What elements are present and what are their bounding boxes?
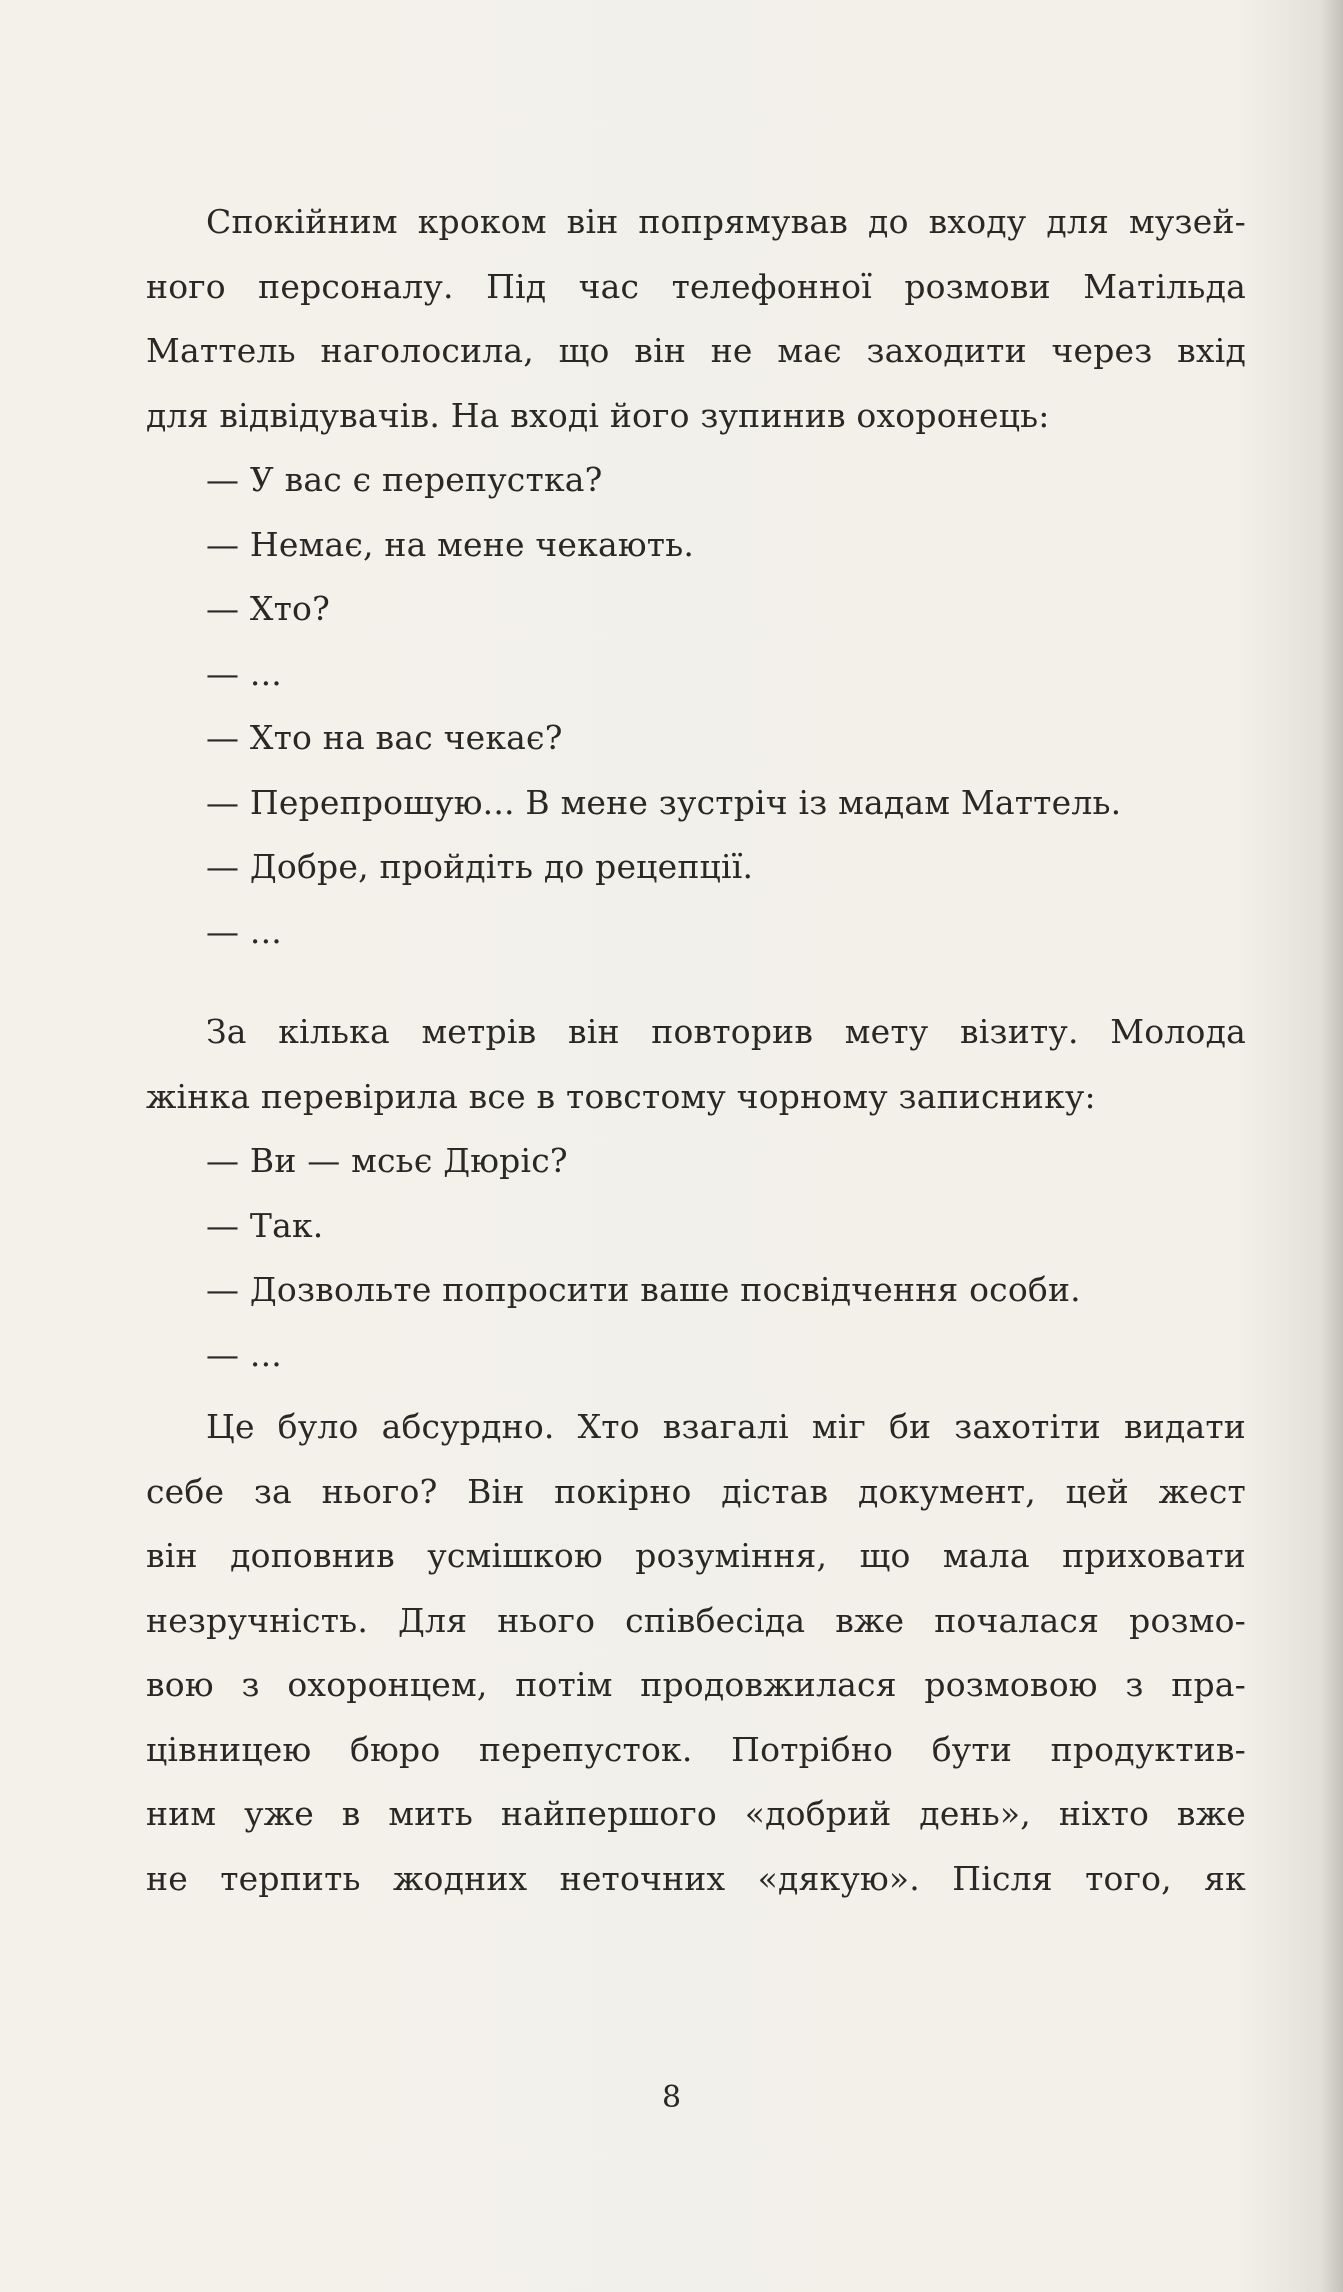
dialog-line: — Хто на вас чекає? xyxy=(206,718,563,757)
dialog-line: — Хто? xyxy=(206,589,330,628)
dialog-line: — У вас є перепустка? xyxy=(206,460,603,499)
paragraph-line: ного персоналу. Під час телефонної розмови Матільда xyxy=(146,266,1246,306)
dialog-line: — Дозвольте попросити ваше посвідчення особи. xyxy=(206,1270,1081,1309)
paragraph-line: Спокійним кроком він попрямував до входу для музей- xyxy=(206,202,1246,241)
paragraph-line: вою з охоронцем, потім продовжилася розмовою з пра- xyxy=(146,1665,1246,1704)
dialog-line: — Перепрошую... В мене зустріч із мадам Маттель. xyxy=(206,782,1122,822)
dialog-line: — Добре, пройдіть до рецепції. xyxy=(206,847,754,886)
page-edge-shadow xyxy=(1321,0,1343,2292)
paragraph-line: незручність. Для нього співбесіда вже почалася розмо- xyxy=(146,1600,1246,1640)
paragraph-2 xyxy=(146,1000,1246,1129)
dialog-line: — ... xyxy=(206,653,282,693)
paragraph-line: він доповнив усмішкою розуміння, що мала приховати xyxy=(146,1536,1246,1575)
paragraph-line: жінка перевірила все в товстому чорному записнику: xyxy=(146,1076,1096,1116)
dialog-line: — Так. xyxy=(206,1205,324,1245)
dialog-line: — Немає, на мене чекають. xyxy=(206,524,695,564)
paragraph-line: Маттель наголосила, що він не має заходити через вхід xyxy=(146,331,1246,370)
dialog-1 xyxy=(146,448,1246,964)
paragraph-line: себе за нього? Він покірно дістав документ, цей жест xyxy=(146,1471,1246,1511)
body-text xyxy=(146,190,1246,1911)
paragraph-line: За кілька метрів він повторив мету візиту. Молода xyxy=(206,1012,1246,1051)
dialog-line: — Ви — мсьє Дюріс? xyxy=(206,1141,568,1180)
paragraph-gap xyxy=(146,1387,1246,1395)
page-number: 8 xyxy=(661,2080,682,2115)
paragraph-gap xyxy=(146,964,1246,1000)
paragraph-line: Це було абсурдно. Хто взагалі міг би захотіти видати xyxy=(206,1407,1246,1446)
dialog-2 xyxy=(146,1129,1246,1387)
dialog-line: — ... xyxy=(206,911,282,951)
paragraph-line: цівницею бюро перепусток. Потрібно бути продуктив- xyxy=(146,1729,1246,1769)
paragraph-line: для відвідувачів. На вході його зупинив охоронець: xyxy=(146,395,1050,435)
dialog-line: — ... xyxy=(206,1334,282,1374)
paragraph-1 xyxy=(146,190,1246,448)
paragraph-line: ним уже в мить найпершого «добрий день», ніхто вже xyxy=(146,1794,1246,1833)
paragraph-line: не терпить жодних неточних «дякую». Після того, як xyxy=(146,1858,1246,1898)
paragraph-3 xyxy=(146,1395,1246,1911)
